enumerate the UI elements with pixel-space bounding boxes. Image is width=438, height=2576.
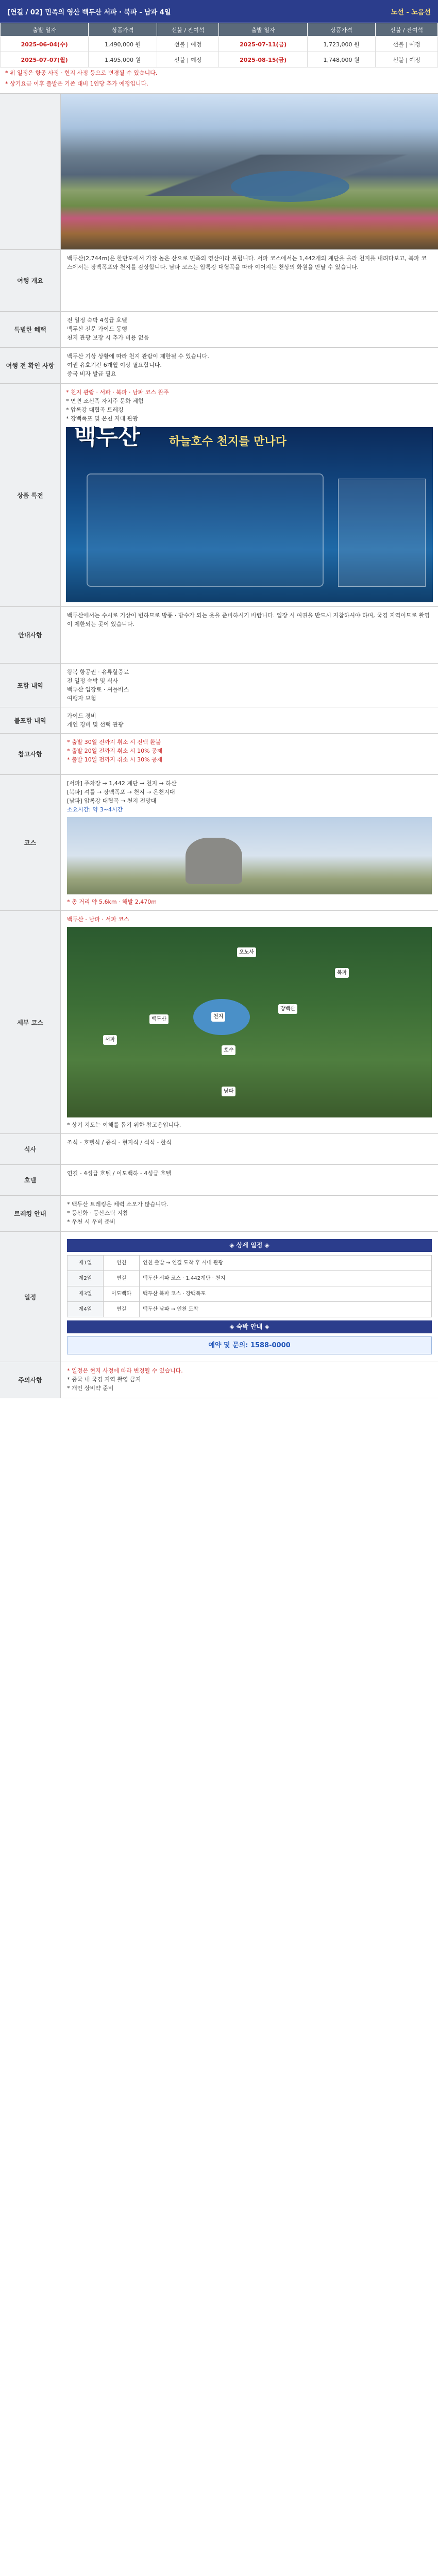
trail-point: 오노사 xyxy=(237,947,256,957)
before-item: 백두산 기상 상황에 따라 천지 관람이 제한될 수 있습니다. xyxy=(67,353,209,360)
schedule-day xyxy=(68,1271,432,1286)
hero-photo xyxy=(61,94,438,249)
trek-label: 트레킹 안내 xyxy=(0,1196,61,1231)
route-map xyxy=(87,473,324,587)
seat-status: 선불 | 예정 xyxy=(157,37,219,52)
schedule-day xyxy=(68,1302,432,1317)
seat-status: 선불 | 예정 xyxy=(157,52,219,67)
place: 인천 xyxy=(104,1256,140,1271)
place: 연길 xyxy=(104,1271,140,1286)
departure-row[interactable] xyxy=(1,37,438,52)
cancel-item: * 출발 20일 전까지 취소 시 10% 공제 xyxy=(67,748,163,754)
place: 연길 xyxy=(104,1302,140,1317)
benefit-item: 천지 관광 보장 시 추가 비용 없음 xyxy=(67,334,149,341)
include-row xyxy=(0,664,438,707)
benefit-item: 백두산 전문 가이드 동행 xyxy=(67,326,127,332)
departure-date[interactable]: 2025-06-04(수) xyxy=(1,37,89,52)
guide-label: 안내사항 xyxy=(0,607,61,663)
departure-note: * 위 일정은 항공 사정 · 현지 사정 등으로 변경될 수 있습니다. xyxy=(5,70,158,76)
schedule-day xyxy=(68,1256,432,1271)
hotel-row xyxy=(0,1165,438,1196)
cancel-row xyxy=(0,734,438,775)
col-price-2: 상품가격 xyxy=(307,23,375,37)
overview-text: 백두산(2,744m)은 한반도에서 가장 높은 산으로 민족의 영산이라 불립니다. 서파 코스에서는 1,442개의 계단을 올라 천지를 내려다보고, 북파 코스에서는 장백폭포와 천지를 감상합니다. 남파 코스는 압록강 대협곡을 따라 이어지는 천상의 화원을 만날 수 있습니다. xyxy=(67,255,427,270)
trail-point: 북파 xyxy=(335,968,349,978)
course-line: [북파] 셔틀 → 장백폭포 → 천지 → 온천지대 xyxy=(67,789,175,795)
map-label: 상품 특전 xyxy=(0,384,61,606)
schedule-table xyxy=(67,1255,432,1317)
course-label: 코스 xyxy=(0,775,61,910)
before-row xyxy=(0,348,438,384)
meal-text: 조식 - 호텔식 / 중식 - 현지식 / 석식 - 한식 xyxy=(67,1139,172,1146)
map-row xyxy=(0,384,438,607)
trail-point: 천지 xyxy=(211,1012,225,1022)
seat-status: 선불 | 예정 xyxy=(376,37,438,52)
include-item: 백두산 입장료 · 셔틀버스 xyxy=(67,686,129,693)
departure-row[interactable] xyxy=(1,52,438,67)
map-item: * 천지 관람 · 서파 · 북파 · 남파 코스 완주 xyxy=(66,389,169,396)
schedule-label: 일정 xyxy=(0,1232,61,1362)
guide-text: 백두산에서는 수시로 기상이 변하므로 방풍 · 방수가 되는 옷을 준비하시기 바랍니다. 입장 시 여권을 반드시 지참하셔야 하며, 국경 지역이므로 촬영이 제한되는 곳이 있습니다. xyxy=(67,612,430,628)
hotel-label: 호텔 xyxy=(0,1165,61,1195)
include-item: 전 일정 숙박 및 식사 xyxy=(67,677,118,684)
seat-status: 선불 | 예정 xyxy=(376,52,438,67)
schedule-row xyxy=(0,1232,438,1362)
exclude-label: 불포함 내역 xyxy=(0,707,61,733)
departure-date[interactable]: 2025-07-11(금) xyxy=(219,37,307,52)
hotel-text: 연길 - 4성급 호텔 / 이도백하 - 4성급 호텔 xyxy=(67,1170,172,1177)
trek-row xyxy=(0,1196,438,1232)
poster-subtitle: 하늘호수 천지를 만나다 xyxy=(169,435,287,448)
course-line: [남파] 압록강 대협곡 → 천지 전망대 xyxy=(67,798,157,804)
place: 이도백하 xyxy=(104,1286,140,1302)
hero-row xyxy=(0,94,438,250)
plan: 백두산 남파 → 인천 도착 xyxy=(140,1302,432,1317)
col-seat-2: 선불 / 잔여석 xyxy=(376,23,438,37)
exclude-item: 가이드 경비 xyxy=(67,713,96,719)
page-header xyxy=(0,0,438,23)
meal-label: 식사 xyxy=(0,1134,61,1164)
map-item: * 장백폭포 및 온천 지대 관광 xyxy=(66,415,138,422)
col-price: 상품가격 xyxy=(89,23,157,37)
guide-row xyxy=(0,607,438,664)
cancel-item: * 출발 10일 전까지 취소 시 30% 공제 xyxy=(67,756,163,763)
departure-table xyxy=(0,23,438,67)
warning-label: 주의사항 xyxy=(0,1362,61,1398)
plan: 백두산 서파 코스 · 1,442계단 · 천지 xyxy=(140,1271,432,1286)
warning-row xyxy=(0,1362,438,1398)
benefit-row xyxy=(0,312,438,348)
trail-map xyxy=(67,927,432,1117)
departure-date[interactable]: 2025-08-15(금) xyxy=(219,52,307,67)
hero-label xyxy=(0,94,61,249)
trek-item: * 우천 시 우비 준비 xyxy=(67,1218,115,1225)
day: 제3일 xyxy=(68,1286,104,1302)
include-item: 여행자 보험 xyxy=(67,695,96,702)
day: 제1일 xyxy=(68,1256,104,1271)
course-time: 소요시간: 약 3~4시간 xyxy=(67,806,123,813)
trail-title: 백두산 - 남파 · 서파 코스 xyxy=(67,916,129,923)
poster-map xyxy=(66,423,433,602)
hotel-title: ◈ 숙박 안내 ◈ xyxy=(67,1320,432,1333)
benefit-item: 전 일정 숙박 4성급 호텔 xyxy=(67,317,127,324)
day: 제2일 xyxy=(68,1271,104,1286)
course-row xyxy=(0,775,438,911)
trail-point: 백두산 xyxy=(149,1014,169,1024)
trail-point: 호수 xyxy=(222,1045,235,1055)
meal-row xyxy=(0,1134,438,1165)
overview-label: 여행 개요 xyxy=(0,250,61,311)
course-line: [서파] 주차장 → 1,442 계단 → 천지 → 하산 xyxy=(67,780,177,787)
exclude-row xyxy=(0,707,438,734)
summit-photo xyxy=(67,817,432,894)
benefit-label: 특별한 혜택 xyxy=(0,312,61,347)
route-label: 노선 - 노음선 xyxy=(391,8,431,16)
include-item: 왕복 항공권 · 유류할증료 xyxy=(67,669,129,675)
before-item: 여권 유효기간 6개월 이상 필요합니다. xyxy=(67,362,162,368)
trail-point: 서파 xyxy=(103,1035,117,1045)
before-label: 여행 전 확인 사항 xyxy=(0,348,61,383)
col-date: 출발 일자 xyxy=(1,23,89,37)
warning-item: * 개인 상비약 준비 xyxy=(67,1385,114,1392)
overview-row xyxy=(0,250,438,312)
col-seat: 선불 / 잔여석 xyxy=(157,23,219,37)
trek-item: * 등산화 · 등산스틱 지참 xyxy=(67,1210,128,1216)
departure-note: * 상기요금 이후 출발은 기존 대비 1인당 추가 예정입니다. xyxy=(5,80,148,87)
warning-item: * 중국 내 국경 지역 촬영 금지 xyxy=(67,1376,141,1383)
price: 1,723,000 원 xyxy=(307,37,375,52)
departure-date[interactable]: 2025-07-07(월) xyxy=(1,52,89,67)
trail-point: 남파 xyxy=(222,1087,235,1096)
price: 1,495,000 원 xyxy=(89,52,157,67)
trek-item: * 백두산 트레킹은 체력 소모가 많습니다. xyxy=(67,1201,169,1208)
exclude-item: 개인 경비 및 선택 관광 xyxy=(67,721,124,728)
plan: 백두산 북파 코스 · 장백폭포 xyxy=(140,1286,432,1302)
trail-label: 세부 코스 xyxy=(0,911,61,1133)
cancel-label: 참고사항 xyxy=(0,734,61,774)
schedule-day xyxy=(68,1286,432,1302)
schedule-title: ◈ 상세 일정 ◈ xyxy=(67,1239,432,1252)
warning-item: * 일정은 현지 사정에 따라 변경될 수 있습니다. xyxy=(67,1367,183,1374)
map-item: * 연변 조선족 자치주 문화 체험 xyxy=(66,398,144,404)
trail-caption: * 상기 지도는 이해를 돕기 위한 참고용입니다. xyxy=(67,1122,181,1128)
day: 제4일 xyxy=(68,1302,104,1317)
trail-row xyxy=(0,911,438,1134)
price: 1,748,000 원 xyxy=(307,52,375,67)
summit-caption: * 총 거리 약 5.6km · 해발 2,470m xyxy=(67,899,157,905)
contact-box[interactable]: 예약 및 문의: 1588-0000 xyxy=(67,1336,432,1354)
cancel-item: * 출발 30일 전까지 취소 시 전액 환불 xyxy=(67,739,161,745)
price: 1,490,000 원 xyxy=(89,37,157,52)
trail-point: 장백산 xyxy=(278,1004,297,1014)
before-item: 중국 비자 발급 필요 xyxy=(67,370,116,377)
plan: 인천 출발 → 연길 도착 후 시내 관광 xyxy=(140,1256,432,1271)
include-label: 포함 내역 xyxy=(0,664,61,707)
product-title: [연길 / 02] 민족의 영산 백두산 서파 · 북파 - 남파 4일 xyxy=(7,8,171,16)
poster-info-box xyxy=(338,479,426,587)
poster-title: 백두산 xyxy=(74,423,140,450)
col-date-2: 출발 일자 xyxy=(219,23,307,37)
map-item: * 압록강 대협곡 트레킹 xyxy=(66,406,124,413)
